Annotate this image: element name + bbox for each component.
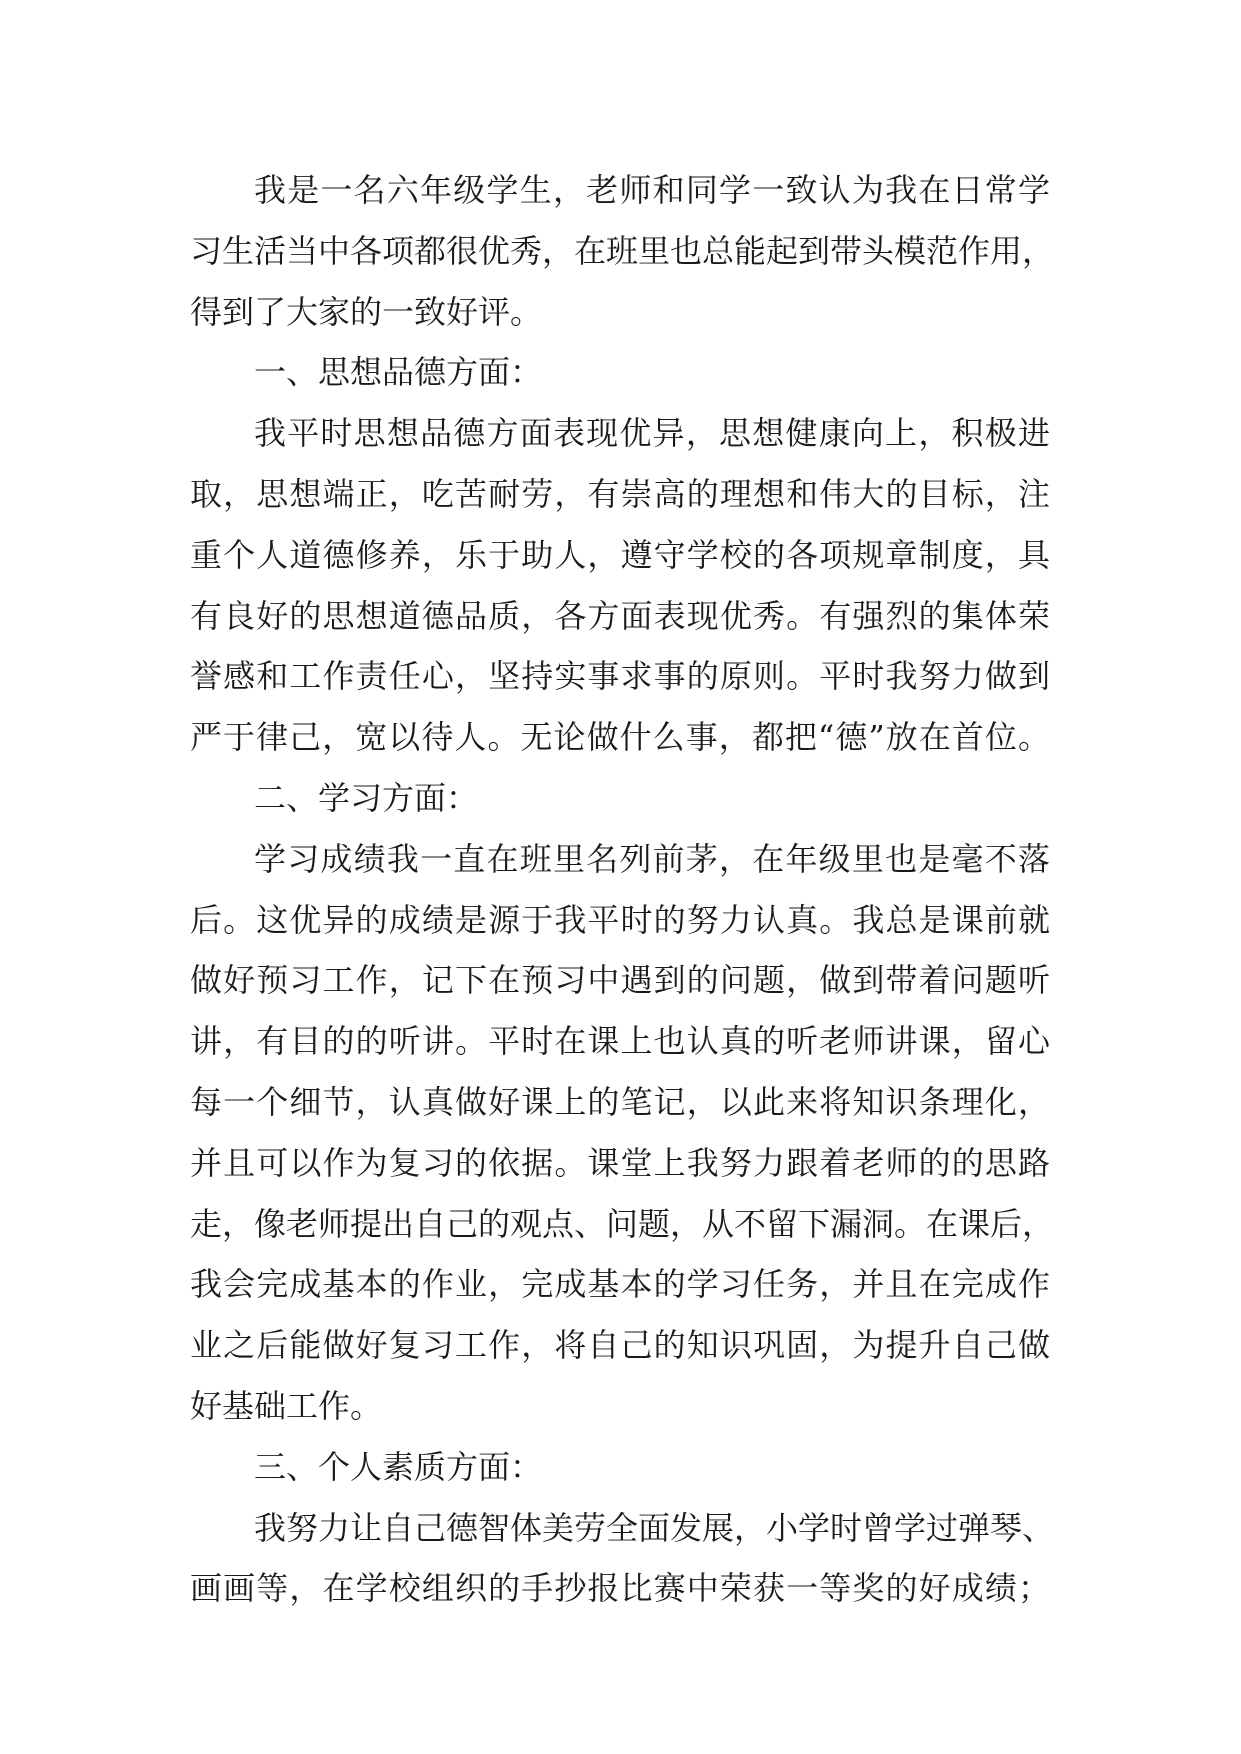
paragraph-quality	[190, 1498, 1055, 1620]
text-line: 每一个细节，认真做好课上的笔记，以此来将知识条理化，	[190, 1082, 1050, 1121]
text-line: 我会完成基本的作业，完成基本的学习任务，并且在完成作	[190, 1265, 1050, 1304]
text-line: 严于律己，宽以待人。无论做什么事，都把“德”放在首位。	[190, 718, 1050, 757]
paragraph-moral	[190, 403, 1050, 768]
text-line: 学习成绩我一直在班里名列前茅，在年级里也是毫不落	[254, 839, 1050, 878]
section-heading: 一、思想品德方面：	[254, 353, 543, 392]
section-heading: 三、个人素质方面：	[254, 1447, 543, 1486]
text-line: 誉感和工作责任心，坚持实事求事的原则。平时我努力做到	[190, 657, 1050, 696]
section-heading-quality	[190, 1437, 1050, 1498]
section-heading-study	[190, 768, 1050, 829]
text-line: 后。这优异的成绩是源于我平时的努力认真。我总是课前就	[190, 900, 1050, 939]
section-heading: 二、学习方面：	[254, 778, 479, 817]
text-line: 做好预习工作，记下在预习中遇到的问题，做到带着问题听	[190, 961, 1050, 1000]
text-line: 我努力让自己德智体美劳全面发展，小学时曾学过弹琴、	[254, 1508, 1055, 1547]
text-line: 我平时思想品德方面表现优异，思想健康向上，积极进	[254, 414, 1050, 453]
text-line: 取，思想端正，吃苦耐劳，有崇高的理想和伟大的目标，注	[190, 474, 1050, 513]
paragraph-intro	[190, 160, 1055, 342]
text-line: 好基础工作。	[190, 1386, 383, 1425]
text-line: 讲，有目的的听讲。平时在课上也认真的听老师讲课，留心	[190, 1022, 1050, 1061]
text-line: 习生活当中各项都很优秀，在班里也总能起到带头模范作用，	[190, 231, 1055, 270]
text-line: 得到了大家的一致好评。	[190, 292, 543, 331]
text-line: 我是一名六年级学生，老师和同学一致认为我在日常学	[254, 171, 1050, 209]
text-line: 画画等，在学校组织的手抄报比赛中荣获一等奖的好成绩；	[190, 1569, 1050, 1608]
section-heading-moral	[190, 342, 1050, 403]
text-line: 业之后能做好复习工作，将自己的知识巩固，为提升自己做	[190, 1326, 1050, 1365]
text-line: 走，像老师提出自己的观点、问题，从不留下漏洞。在课后，	[190, 1204, 1055, 1243]
text-line: 并且可以作为复习的依据。课堂上我努力跟着老师的的思路	[190, 1143, 1050, 1182]
text-line: 有良好的思想道德品质，各方面表现优秀。有强烈的集体荣	[190, 596, 1050, 635]
paragraph-study	[190, 829, 1055, 1437]
document-body	[190, 160, 1055, 1619]
text-line: 重个人道德修养，乐于助人，遵守学校的各项规章制度，具	[190, 535, 1050, 574]
